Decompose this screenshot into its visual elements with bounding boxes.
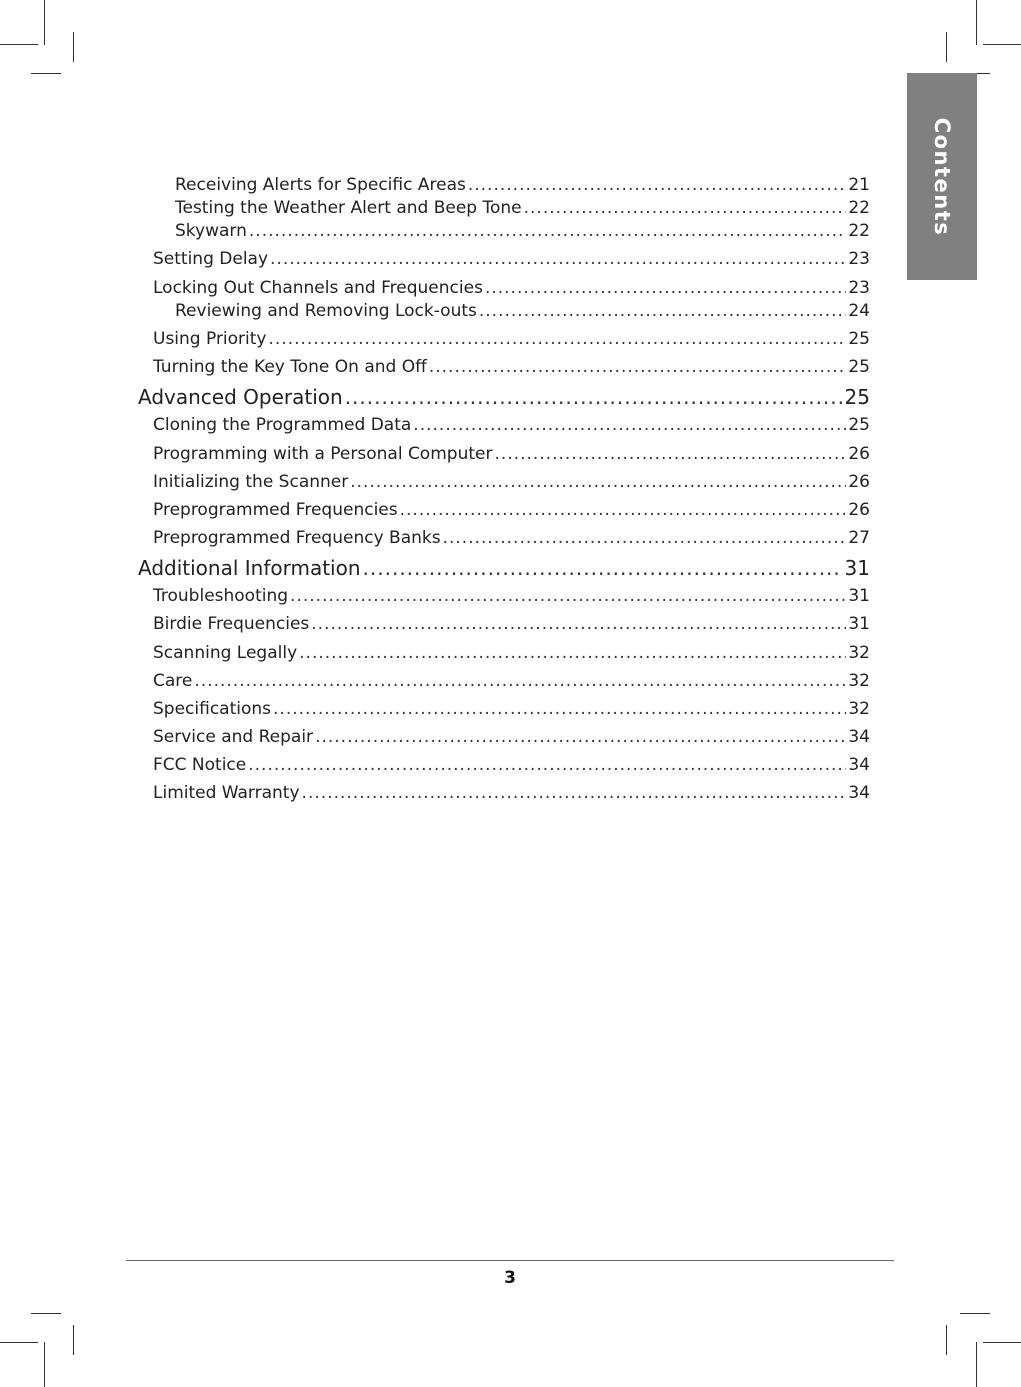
toc-leader-dots xyxy=(273,698,846,720)
crop-mark xyxy=(976,0,977,45)
toc-entry-title: Additional Information xyxy=(138,556,361,580)
toc-section-heading[interactable] xyxy=(138,384,870,410)
section-tab-label: Contents xyxy=(930,117,954,236)
toc-entry-page: 31 xyxy=(844,556,870,580)
crop-mark xyxy=(73,1325,74,1355)
toc-entry-page: 34 xyxy=(848,783,870,803)
toc-entry[interactable] xyxy=(138,670,870,692)
toc-entry-page: 32 xyxy=(848,643,870,663)
footer-divider xyxy=(126,1260,894,1261)
toc-leader-dots xyxy=(494,443,846,465)
toc-entry[interactable] xyxy=(138,782,870,804)
toc-entry-title: Skywarn xyxy=(175,221,247,241)
toc-entry-page: 32 xyxy=(848,671,870,691)
toc-entry-page: 25 xyxy=(848,357,870,377)
toc-entry-page: 26 xyxy=(848,444,870,464)
toc-entry-title: Service and Repair xyxy=(153,727,314,747)
crop-mark xyxy=(946,1325,947,1355)
toc-entry-title: Preprogrammed Frequency Banks xyxy=(153,528,441,548)
toc-leader-dots xyxy=(485,277,846,299)
toc-entry-title: Setting Delay xyxy=(153,249,269,269)
toc-entry-title: Reviewing and Removing Lock-outs xyxy=(175,301,477,321)
toc-leader-dots xyxy=(302,782,847,804)
toc-entry-title: Preprogrammed Frequencies xyxy=(153,500,398,520)
toc-entry[interactable] xyxy=(138,328,870,350)
crop-mark xyxy=(0,44,38,45)
toc-entry-page: 26 xyxy=(848,472,870,492)
toc-leader-dots xyxy=(270,248,846,270)
toc-entry-page: 24 xyxy=(848,301,870,321)
toc-entry[interactable] xyxy=(138,197,870,219)
toc-entry[interactable] xyxy=(138,174,870,196)
toc-entry-title: Limited Warranty xyxy=(153,783,300,803)
toc-entry-page: 21 xyxy=(848,175,870,195)
toc-leader-dots xyxy=(413,414,846,436)
toc-entry-page: 25 xyxy=(848,415,870,435)
toc-entry-page: 23 xyxy=(848,278,870,298)
toc-entry-page: 31 xyxy=(848,586,870,606)
toc-leader-dots xyxy=(400,499,847,521)
toc-entry-page: 27 xyxy=(848,528,870,548)
toc-entry-title: Troubleshooting xyxy=(153,586,289,606)
toc-leader-dots xyxy=(345,384,843,410)
toc-entry-title: Locking Out Channels and Frequencies xyxy=(153,278,483,298)
crop-mark xyxy=(0,1342,38,1343)
toc-entry-title: Advanced Operation xyxy=(138,385,343,409)
toc-entry-title: Using Priority xyxy=(153,329,267,349)
toc-section-heading[interactable] xyxy=(138,555,870,581)
toc-entry-title: Initializing the Scanner xyxy=(153,472,349,492)
toc-entry-page: 25 xyxy=(844,385,870,409)
crop-mark xyxy=(31,73,61,74)
toc-entry-title: Receiving Alerts for Specific Areas xyxy=(175,175,466,195)
toc-entry[interactable] xyxy=(138,585,870,607)
toc-entry-page: 31 xyxy=(848,614,870,634)
toc-entry[interactable] xyxy=(138,613,870,635)
toc-entry-page: 23 xyxy=(848,249,870,269)
section-tab xyxy=(907,73,977,280)
toc-leader-dots xyxy=(299,642,846,664)
crop-mark xyxy=(44,1342,45,1387)
toc-leader-dots xyxy=(315,726,846,748)
toc-entry-page: 25 xyxy=(848,329,870,349)
toc-leader-dots xyxy=(248,754,846,776)
crop-mark xyxy=(31,1313,61,1314)
crop-mark xyxy=(976,1342,977,1387)
toc-leader-dots xyxy=(363,555,843,581)
toc-entry-title: Turning the Key Tone On and Off xyxy=(153,357,427,377)
toc-entry[interactable] xyxy=(138,527,870,549)
toc-leader-dots xyxy=(468,174,847,196)
toc-entry-page: 34 xyxy=(848,727,870,747)
toc-entry[interactable] xyxy=(138,220,870,242)
toc-entry[interactable] xyxy=(138,642,870,664)
toc-leader-dots xyxy=(269,328,847,350)
toc-entry-title: Specifications xyxy=(153,699,272,719)
toc-entry[interactable] xyxy=(138,471,870,493)
crop-mark xyxy=(983,44,1021,45)
page-number: 3 xyxy=(504,1268,516,1288)
toc-entry-page: 34 xyxy=(848,755,870,775)
toc-entry[interactable] xyxy=(138,414,870,436)
toc-entry-title: FCC Notice xyxy=(153,755,247,775)
toc-entry-page: 22 xyxy=(848,221,870,241)
toc-leader-dots xyxy=(524,197,847,219)
crop-mark xyxy=(44,0,45,45)
toc-entry[interactable] xyxy=(138,698,870,720)
crop-mark xyxy=(960,1313,990,1314)
toc-entry[interactable] xyxy=(138,277,870,299)
toc-leader-dots xyxy=(249,220,846,242)
toc-entry[interactable] xyxy=(138,499,870,521)
toc-leader-dots xyxy=(350,471,846,493)
toc-entry-page: 26 xyxy=(848,500,870,520)
toc-entry-title: Programming with a Personal Computer xyxy=(153,444,493,464)
toc-entry[interactable] xyxy=(138,754,870,776)
toc-entry[interactable] xyxy=(138,443,870,465)
toc-entry-title: Birdie Frequencies xyxy=(153,614,310,634)
toc-entry[interactable] xyxy=(138,248,870,270)
toc-leader-dots xyxy=(479,300,846,322)
crop-mark xyxy=(73,32,74,62)
toc-entry-title: Care xyxy=(153,671,193,691)
toc-entry-title: Cloning the Programmed Data xyxy=(153,415,412,435)
toc-entry[interactable] xyxy=(138,300,870,322)
toc-entry-title: Testing the Weather Alert and Beep Tone xyxy=(175,198,522,218)
toc-leader-dots xyxy=(443,527,847,549)
toc-leader-dots xyxy=(194,670,846,692)
toc-entry[interactable] xyxy=(138,356,870,378)
toc-leader-dots xyxy=(311,613,846,635)
toc-leader-dots xyxy=(429,356,847,378)
toc-entry-page: 32 xyxy=(848,699,870,719)
toc-entry[interactable] xyxy=(138,726,870,748)
crop-mark xyxy=(946,32,947,62)
toc-leader-dots xyxy=(290,585,846,607)
toc-entry-page: 22 xyxy=(848,198,870,218)
toc-entry-title: Scanning Legally xyxy=(153,643,298,663)
crop-mark xyxy=(983,1342,1021,1343)
